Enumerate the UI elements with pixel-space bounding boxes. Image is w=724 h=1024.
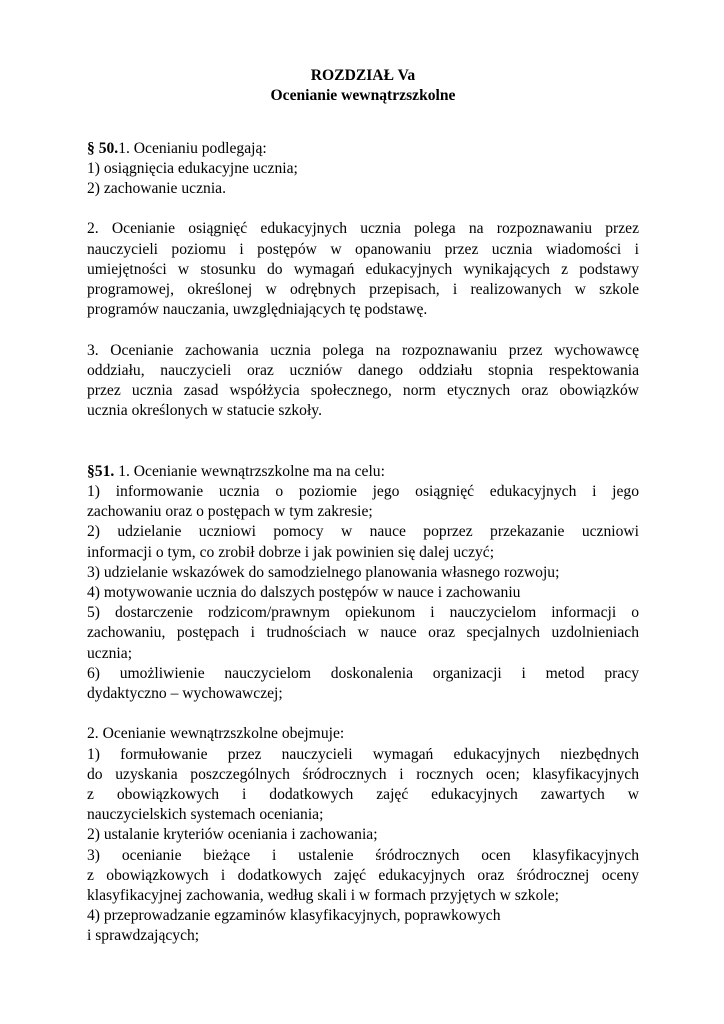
list-item: 4) motywowanie ucznia do dalszych postępów w nauce i zachowaniu: [87, 584, 521, 601]
list-item: 1) osiągnięcia edukacyjne ucznia;: [87, 159, 298, 177]
list-item: 5) dostarczenie rodzicom/prawnym opiekunom i nauczycielom informacji o: [87, 604, 639, 622]
list-item: informacji o tym, co zrobił dobrze i jak powinien się dalej uczyć;: [87, 543, 495, 561]
list-item: z obowiązkowych i dodatkowych zajęć edukacyjnych zawartych w: [87, 786, 639, 804]
chapter-title: ROZDZIAŁ Va: [310, 67, 416, 84]
section-50-point-1: 1. Ocenianiu podlegają:: [118, 139, 267, 157]
section-50-heading: [87, 139, 639, 159]
list-item: dydaktyczno – wychowawczej;: [87, 685, 283, 703]
list-item: 1) formułowanie przez nauczycieli wymagań edukacyjnych niezbędnych: [87, 745, 639, 763]
list-item: do uzyskania poszczególnych śródrocznych i rocznych ocen; klasyfikacyjnych: [87, 765, 639, 783]
paragraph-line: umiejętności w stosunku do wymagań edukacyjnych wynikających z podstawy: [87, 260, 639, 278]
section-51-number: §51.: [87, 462, 115, 480]
list-item: 3) udzielanie wskazówek do samodzielnego planowania własnego rozwoju;: [87, 563, 560, 581]
paragraph-line: oddziału, nauczycieli oraz uczniów danego oddziału stopnia respektowania: [87, 361, 639, 379]
paragraph-line: ucznia określonych w statucie szkoły.: [87, 402, 322, 420]
paragraph-line: 3. Ocenianie zachowania ucznia polega na rozpoznawaniu przez wychowawcę: [87, 341, 639, 359]
list-item: nauczycielskich systemach oceniania;: [87, 806, 324, 824]
section-51-heading: [87, 462, 639, 482]
paragraph-line: przez ucznia zasad współżycia społecznego, norm etycznych oraz obowiązków: [87, 382, 639, 399]
paragraph-line: 2. Ocenianie osiągnięć edukacyjnych ucznia polega na rozpoznawaniu przez: [87, 220, 639, 238]
list-item: 4) przeprowadzanie egzaminów klasyfikacyjnych, poprawkowych: [87, 907, 501, 925]
list-item: zachowaniu oraz o postępach w tym zakresie;: [87, 503, 373, 521]
list-item: 3) ocenianie bieżące i ustalenie śródrocznych ocen klasyfikacyjnych: [87, 846, 639, 864]
list-item: 2) udzielanie uczniowi pomocy w nauce poprzez przekazanie uczniowi: [87, 523, 639, 541]
section-50-number: § 50.: [87, 139, 119, 157]
list-item: klasyfikacyjnej zachowania, według skali i w formach przyjętych w szkole;: [87, 887, 559, 905]
chapter-subtitle: Ocenianie wewnątrzszkolne: [270, 87, 456, 105]
list-item: 1) informowanie ucznia o poziomie jego osiągnięć edukacyjnych i jego: [87, 482, 639, 500]
list-item: zachowaniu, postępach i trudnościach w nauce oraz specjalnych uzdolnieniach: [87, 624, 639, 642]
list-item: z obowiązkowych i dodatkowych zajęć edukacyjnych oraz śródrocznej oceny: [87, 866, 639, 884]
list-item: ucznia;: [87, 644, 133, 662]
list-item: i sprawdzających;: [87, 927, 200, 945]
paragraph-line: nauczycieli poziomu i postępów w opanowaniu przez ucznia wiadomości i: [87, 240, 639, 258]
list-item: 2) zachowanie ucznia.: [87, 180, 226, 197]
paragraph-line: programowej, określonej w odrębnych przepisach, i realizowanych w szkole: [87, 281, 639, 298]
section-51-point-1: 1. Ocenianie wewnątrzszkolne ma na celu:: [114, 462, 385, 480]
list-item: 2) ustalanie kryteriów oceniania i zachowania;: [87, 826, 378, 844]
paragraph-line: programów nauczania, uwzględniających tę podstawę.: [87, 301, 428, 319]
list-item: 6) umożliwienie nauczycielom doskonalenia organizacji i metod pracy: [87, 664, 639, 682]
section-51-point-2: 2. Ocenianie wewnątrzszkolne obejmuje:: [87, 725, 345, 743]
document-page: [87, 66, 639, 947]
